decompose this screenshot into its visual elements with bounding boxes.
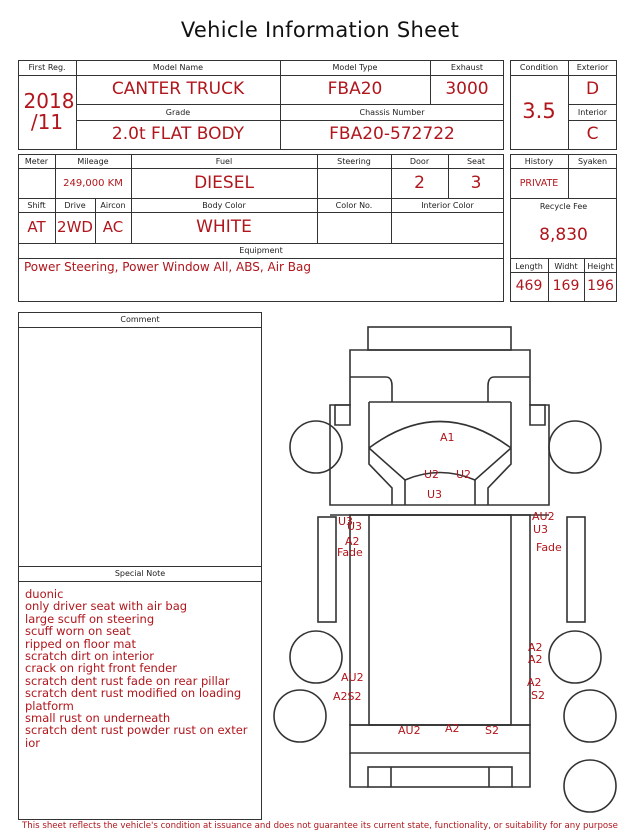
note-line: scratch dent rust fade on rear pillar [25, 673, 230, 688]
mark-a1: A1 [440, 431, 455, 444]
note-line: duonic [25, 587, 64, 601]
steering-label: Steering [337, 157, 371, 166]
exhaust-value: 3000 [445, 79, 489, 99]
aircon-label: Aircon [100, 201, 126, 210]
exterior-label: Exterior [576, 63, 609, 72]
exhaust-label: Exhaust [450, 63, 484, 72]
mark-fade-left: Fade [337, 546, 363, 559]
mark-a2-right-1: A2 [528, 641, 543, 654]
exterior-grade: D [585, 79, 600, 99]
note-line: platform [25, 698, 74, 713]
mark-a2-left-upper: A2 [345, 535, 360, 548]
truck-bed-outline [350, 515, 530, 725]
comment-label: Comment [120, 315, 160, 324]
mark-au2-bottom: AU2 [398, 724, 421, 737]
syaken-label: Syaken [577, 157, 608, 166]
note-line: scratch dirt on interior [25, 649, 154, 664]
mark-a2-right-3: A2 [527, 676, 542, 689]
note-line: ior [25, 735, 40, 750]
drive-label: Drive [64, 201, 86, 210]
first-reg-month: /11 [30, 110, 64, 134]
interior-color-label: Interior Color [421, 201, 474, 210]
wheel-front-left [290, 421, 342, 473]
interior-grade: C [586, 124, 599, 144]
fuel-value: DIESEL [194, 173, 254, 193]
mileage-value: 249,000 KM [63, 178, 123, 189]
page-title: Vehicle Information Sheet [180, 18, 460, 42]
note-line: small rust on underneath [25, 711, 171, 726]
aircon-value: AC [102, 218, 124, 236]
wheel-rear-left-1 [290, 631, 342, 683]
mark-u2-left: U2 [424, 468, 440, 481]
meter-label: Meter [24, 157, 49, 166]
door-label: Door [409, 157, 430, 166]
mark-au2-left-lower: AU2 [341, 671, 364, 684]
cab-outline [330, 350, 549, 505]
wheel-rear-left-2 [274, 690, 326, 742]
recycle-fee-label: Recycle Fee [539, 202, 588, 211]
door-value: 2 [414, 173, 425, 193]
chassis-number-label: Chassis Number [359, 108, 425, 117]
wheel-rear-right-3 [564, 760, 616, 812]
seat-value: 3 [470, 173, 482, 193]
condition-label: Condition [519, 63, 559, 72]
model-name-value: CANTER TRUCK [111, 79, 245, 99]
chassis-number-value: FBA20-572722 [329, 124, 455, 144]
mark-a2-right-2: A2 [528, 653, 543, 666]
note-line: scratch dent rust powder rust on exter [25, 723, 248, 738]
grade-label: Grade [165, 108, 191, 117]
recycle-fee-value: 8,830 [539, 225, 588, 245]
mark-a2s2-left: A2S2 [333, 690, 362, 703]
condition-score: 3.5 [522, 99, 556, 123]
interior-label: Interior [577, 108, 608, 117]
front-bumper-outline [368, 327, 511, 350]
wheel-front-right [549, 421, 601, 473]
mark-u3-left: U3 [347, 520, 363, 533]
color-no-label: Color No. [335, 201, 373, 210]
special-note-label: Special Note [114, 569, 166, 578]
body-color-label: Body Color [202, 201, 246, 210]
disclaimer-footer: This sheet reflects the vehicle's condition at issuance and does not guarantee its current state, functionality, or suitability for any purpose [22, 821, 618, 831]
note-line: ripped on floor mat [25, 636, 136, 651]
model-name-label: Model Name [152, 63, 204, 72]
note-line: scratch dent rust modified on loading [25, 686, 242, 701]
shift-value: AT [27, 218, 46, 236]
height-label: Height [587, 262, 614, 271]
drive-value: 2WD [57, 218, 93, 236]
length-label: Length [515, 262, 543, 271]
width-label: Widht [554, 262, 578, 271]
mark-fade-right: Fade [536, 541, 562, 554]
history-label: History [524, 157, 554, 166]
grade-value: 2.0t FLAT BODY [111, 124, 245, 144]
width-value: 169 [552, 278, 580, 294]
wheel-rear-right-2 [564, 690, 616, 742]
note-line: large scuff on steering [25, 611, 155, 626]
fuel-label: Fuel [215, 157, 233, 166]
note-line: crack on right front fender [25, 661, 177, 676]
history-value: PRIVATE [519, 178, 559, 189]
mark-u3-left-overlap: U3 [338, 515, 354, 528]
mark-u2-right: U2 [456, 468, 472, 481]
rear-bumper-outline [368, 767, 512, 787]
model-type-value: FBA20 [327, 79, 383, 99]
mark-u3-cab: U3 [427, 488, 443, 501]
mark-au2-right-upper: AU2 [532, 510, 555, 523]
mark-s2-bottom: S2 [485, 724, 499, 737]
height-value: 196 [587, 278, 614, 294]
seat-label: Seat [466, 157, 486, 166]
shift-label: Shift [27, 201, 46, 210]
mileage-label: Mileage [77, 157, 109, 166]
mark-a2-bottom: A2 [445, 722, 460, 735]
note-line: only driver seat with air bag [25, 599, 188, 614]
note-line: scuff worn on seat [25, 624, 131, 639]
first-reg-label: First Reg. [28, 63, 66, 72]
first-reg-year: 2018 [23, 89, 75, 113]
equipment-label: Equipment [239, 246, 283, 255]
length-value: 469 [515, 278, 543, 294]
wheel-rear-right-1 [549, 631, 601, 683]
body-color-value: WHITE [196, 217, 252, 237]
mark-u3-right: U3 [533, 523, 549, 536]
mark-s2-right: S2 [531, 689, 545, 702]
model-type-label: Model Type [332, 63, 378, 72]
equipment-value: Power Steering, Power Window All, ABS, Air Bag [24, 260, 312, 274]
